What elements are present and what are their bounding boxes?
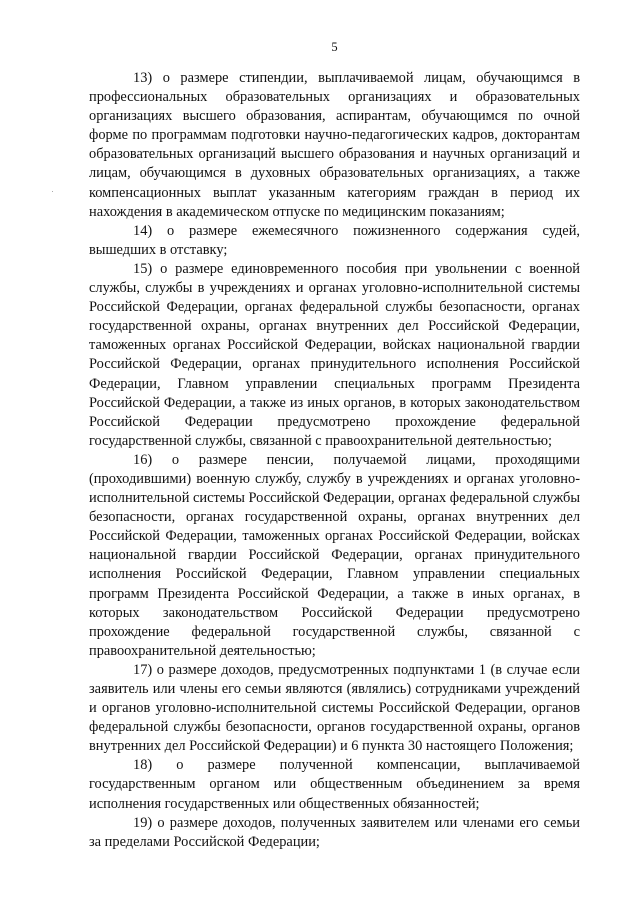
document-body (89, 69, 580, 852)
paragraph-item-18: 18) о размере полученной компенсации, выплачиваемой государственным органом или общественным объединением за время исполнения государственных или общественных обязанностей; (89, 757, 580, 812)
document-page (89, 0, 580, 902)
paragraph-item-17: 17) о размере доходов, предусмотренных подпунктами 1 (в случае если заявитель или члены его семьи являются (являлись) сотрудниками учреждений и органов уголовно-исполнительной системы Российской Федерации, органов федеральной службы безопасности, органов государственной охраны, органов внутренних дел Российской Федерации) и 6 пункта 30 настоящего Положения; (89, 661, 580, 755)
scan-speck (52, 191, 53, 192)
paragraph-item-15: 15) о размере единовременного пособия при увольнении с военной службы, службы в учреждениях и органах уголовно-исполнительной системы Российской Федерации, органах федеральной службы безопасности, органах государственной охраны, органах внутренних дел Российской Федерации, таможенных органах Российской Федерации, войсках национальной гвардии Российской Федерации, органах принудительного исполнения Российской Федерации, Главном управлении специальных программ Президента Российской Федерации, а также из иных органов, в которых законодательством Российской Федерации предусмотрено прохождение федеральной государственной службы, связанной с правоохранительной деятельностью; (89, 260, 580, 449)
paragraph-item-14: 14) о размере ежемесячного пожизненного содержания судей, вышедших в отставку; (89, 222, 580, 258)
paragraph-item-19: 19) о размере доходов, полученных заявителем или членами его семьи за пределами Российской Федерации; (89, 814, 580, 850)
paragraph-item-16: 16) о размере пенсии, получаемой лицами, проходящими (проходившими) военную службу, службу в учреждениях и органах уголовно-исполнительной системы Российской Федерации, органах федеральной службы безопасности, органах государственной охраны, органах внутренних дел Российской Федерации, таможенных органах Российской Федерации, войсках национальной гвардии Российской Федерации, органах принудительного исполнения Российской Федерации, Главном управлении специальных программ Президента Российской Федерации, а также в иных органах, в которых законодательством Российской Федерации предусмотрено прохождение федеральной государственной службы, связанной с правоохранительной деятельностью; (89, 451, 580, 659)
page-number: 5 (331, 40, 338, 54)
paragraph-item-13: 13) о размере стипендии, выплачиваемой лицам, обучающимся в профессиональных образовательных организациях и образовательных организациях высшего образования, аспирантам, обучающимся по очной форме по программам подготовки научно-педагогических кадров, докторантам образовательных организаций высшего образования и научных организаций и лицам, обучающимся в духовных образовательных организациях, а также компенсационных выплат указанным категориям граждан в период их нахождения в академическом отпуске по медицинским показаниям; (89, 70, 580, 220)
